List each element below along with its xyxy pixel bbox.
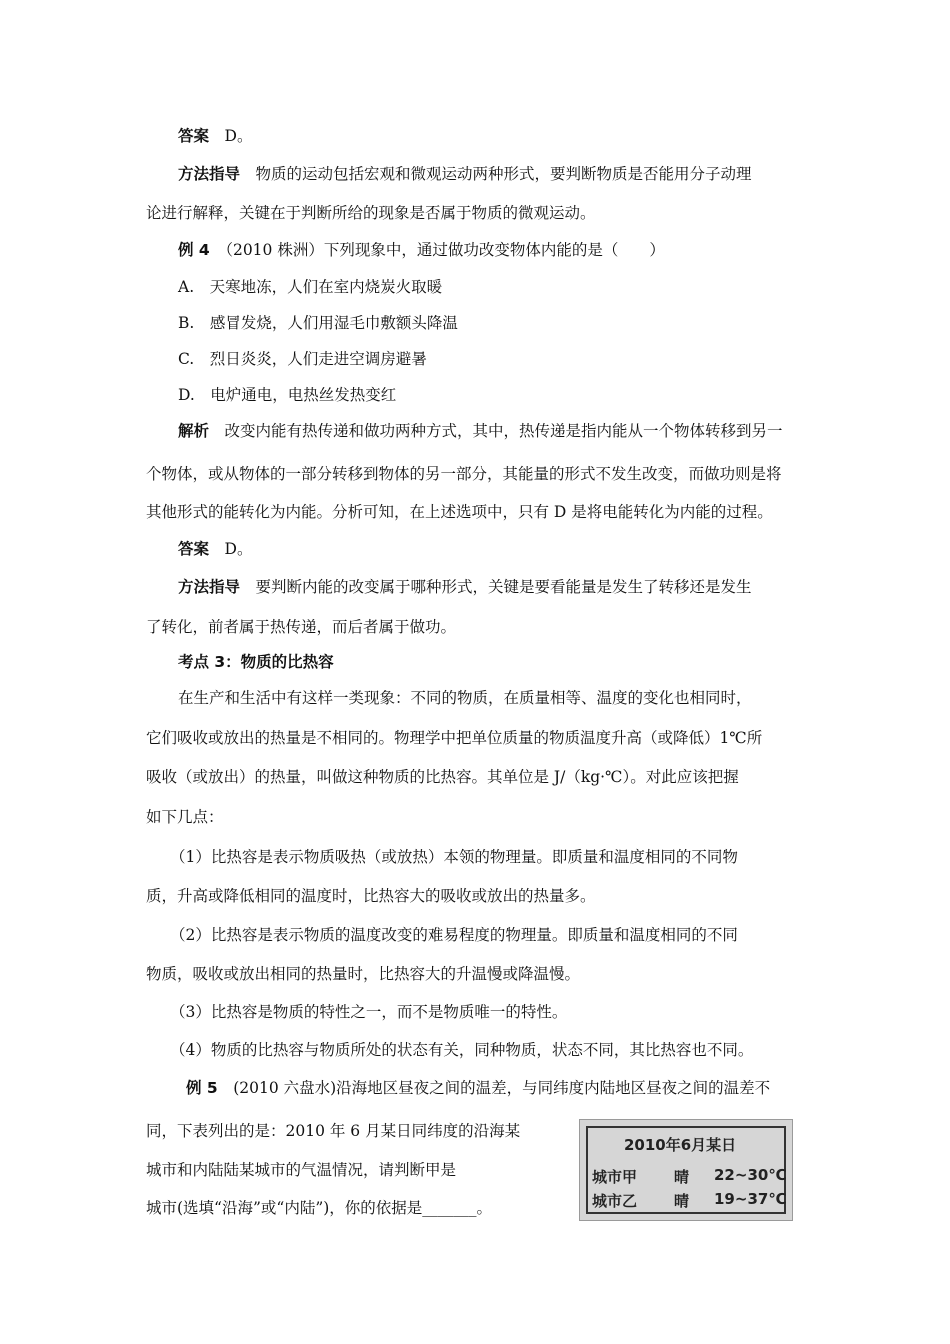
weather-condition: 晴 — [674, 1192, 690, 1210]
method-guide-line: 方法指导 物质的运动包括宏观和微观运动两种形式，要判断物质是否能用分子动理 — [178, 165, 752, 183]
option-d: D. 电炉通电，电热丝发热变红 — [178, 386, 397, 404]
point-2: （2）比热容是表示物质的温度改变的难易程度的物理量。即质量和温度相同的不同 — [170, 926, 738, 944]
analysis-line: 解析 改变内能有热传递和做功两种方式，其中，热传递是指内能从一个物体转移到另一 — [178, 422, 783, 440]
method-guide-line: 方法指导 要判断内能的改变属于哪种形式，关键是要看能量是发生了转移还是发生 — [178, 578, 752, 596]
weather-condition: 晴 — [674, 1168, 690, 1186]
text-line: 物质，吸收或放出相同的热量时，比热容大的升温慢或降温慢。 — [146, 965, 581, 983]
text-line: 质，升高或降低相同的温度时，比热容大的吸收或放出的热量多。 — [146, 887, 596, 905]
weather-temp: 22~30℃ — [714, 1166, 787, 1184]
text-line: 论进行解释，关键在于判断所给的现象是否属于物质的微观运动。 — [146, 204, 596, 222]
weather-city: 城市乙 — [592, 1192, 638, 1210]
text-line: 吸收（或放出）的热量，叫做这种物质的比热容。其单位是 J/（kg·℃）。对此应该把握 — [146, 768, 739, 786]
point-1: （1）比热容是表示物质吸热（或放热）本领的物理量。即质量和温度相同的不同物 — [170, 848, 738, 866]
answer-line: 答案 D。 — [178, 127, 253, 145]
weather-temp: 19~37℃ — [714, 1190, 787, 1208]
example-heading: 例 4 （2010 株洲）下列现象中，通过做功改变物体内能的是（ ） — [178, 241, 665, 259]
weather-table-image — [579, 1119, 793, 1221]
point-4: （4）物质的比热容与物质所处的状态有关，同种物质，状态不同，其比热容也不同。 — [170, 1041, 754, 1059]
option-b: B. 感冒发烧，人们用湿毛巾敷额头降温 — [178, 314, 458, 332]
section-heading: 考点 3：物质的比热容 — [178, 653, 334, 671]
answer-line: 答案 D。 — [178, 540, 253, 558]
weather-table-title: 2010年6月某日 — [624, 1136, 737, 1154]
weather-city: 城市甲 — [592, 1168, 638, 1186]
example-heading: 例 5 (2010 六盘水)沿海地区昼夜之间的温差，与同纬度内陆地区昼夜之间的温差不 — [186, 1079, 771, 1097]
weather-table — [586, 1126, 786, 1214]
option-a: A. 天寒地冻，人们在室内烧炭火取暖 — [178, 278, 443, 296]
text-line: 在生产和生活中有这样一类现象：不同的物质，在质量相等、温度的变化也相同时， — [178, 689, 752, 707]
text-line: 个物体，或从物体的一部分转移到物体的另一部分，其能量的形式不发生改变，而做功则是将 — [146, 465, 782, 483]
text-line: 城市和内陆陆某城市的气温情况，请判断甲是 — [146, 1161, 457, 1179]
option-c: C. 烈日炎炎，人们走进空调房避暑 — [178, 350, 427, 368]
point-3: （3）比热容是物质的特性之一，而不是物质唯一的特性。 — [170, 1003, 568, 1021]
text-line: 如下几点： — [146, 808, 224, 826]
text-line: 了转化，前者属于热传递，而后者属于做功。 — [146, 618, 457, 636]
text-line: 城市(选填“沿海”或“内陆”)，你的依据是_______。 — [146, 1199, 493, 1217]
text-line: 其他形式的能转化为内能。分析可知，在上述选项中，只有 D 是将电能转化为内能的过程。 — [146, 503, 773, 521]
text-line: 它们吸收或放出的热量是不相同的。物理学中把单位质量的物质温度升高（或降低）1℃所 — [146, 729, 763, 747]
text-line: 同，下表列出的是：2010 年 6 月某日同纬度的沿海某 — [146, 1122, 521, 1140]
